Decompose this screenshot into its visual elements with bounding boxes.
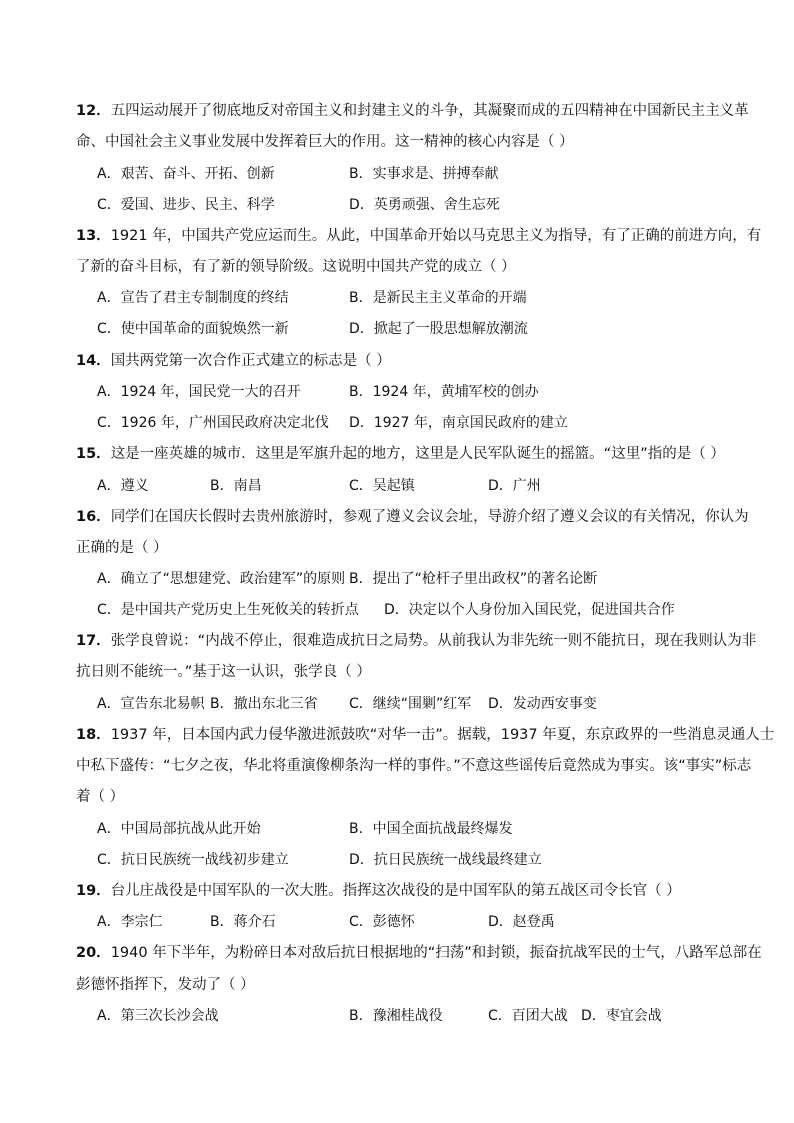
question-text-line: 了新的奋斗目标，有了新的领导阶级。这说明中国共产党的成立（ ） xyxy=(76,259,516,275)
question-text-line: 16．同学们在国庆长假时去贵州旅游时，参观了遵义会议会址，导游介绍了遵义会议的有关情况，你认为 xyxy=(76,509,749,525)
question-text-line: 17．张学良曾说：“内战不停止，很难造成抗日之局势。从前我认为非先统一则不能抗日，现在我则认为非 xyxy=(76,633,757,649)
question-text-line: 12．五四运动展开了彻底地反对帝国主义和封建主义的斗争，其凝聚而成的五四精神在中国新民主主义革 xyxy=(76,103,749,119)
option-d[interactable]: D．决定以个人身份加入国民党，促进国共合作 xyxy=(384,602,675,618)
option-a[interactable]: A．中国局部抗战从此开始 xyxy=(97,821,261,837)
option-c[interactable]: C．百团大战 xyxy=(488,1008,568,1024)
option-c[interactable]: C．1926 年，广州国民政府决定北伐 xyxy=(97,415,329,431)
question-text-line: 命、中国社会主义事业发展中发挥着巨大的作用。这一精神的核心内容是（ ） xyxy=(76,134,574,150)
question-text-line: 中私下盛传：“七夕之夜，华北将重演像柳条沟一样的事件。”不意这些谣传后竟然成为事实。该“事实”标志 xyxy=(76,758,752,774)
question-number: 18． xyxy=(76,727,111,743)
question-text-line: 彭德怀指挥下，发动了（ ） xyxy=(76,977,255,993)
option-c[interactable]: C．吴起镇 xyxy=(349,478,415,494)
option-d[interactable]: D．英勇顽强、舍生忘死 xyxy=(349,197,500,213)
question-text-line: 18．1937 年，日本国内武力侵华激进派鼓吹“对华一击”。据载，1937 年夏，东京政界的一些消息灵通人士 xyxy=(76,727,775,743)
option-a[interactable]: A．宣告了君主专制制度的终结 xyxy=(97,290,289,306)
option-a[interactable]: A．艰苦、奋斗、开拓、创新 xyxy=(97,166,275,182)
question-text-line: 抗日则不能统一。”基于这一认识，张学良（ ） xyxy=(76,664,371,680)
option-d[interactable]: D．广州 xyxy=(488,478,541,494)
option-b[interactable]: B．1924 年，黄埔军校的创办 xyxy=(349,384,539,400)
question-number: 17． xyxy=(76,633,111,649)
question-text-line: 15．这是一座英雄的城市．这里是军旗升起的地方，这里是人民军队诞生的摇篮。“这里”指的是（ ） xyxy=(76,446,725,462)
question-number: 20． xyxy=(76,945,111,961)
option-b[interactable]: B．撤出东北三省 xyxy=(210,696,318,712)
question-number: 16． xyxy=(76,509,111,525)
option-b[interactable]: B．是新民主主义革命的开端 xyxy=(349,290,527,306)
option-b[interactable]: B．蒋介石 xyxy=(210,914,276,930)
option-b[interactable]: B．豫湘桂战役 xyxy=(349,1008,443,1024)
question-number: 19． xyxy=(76,883,111,899)
question-number: 15． xyxy=(76,446,111,462)
option-c[interactable]: C．是中国共产党历史上生死攸关的转折点 xyxy=(97,602,359,618)
option-b[interactable]: B．中国全面抗战最终爆发 xyxy=(349,821,513,837)
question-number: 14． xyxy=(76,353,111,369)
option-d[interactable]: D．枣宜会战 xyxy=(581,1008,662,1024)
option-a[interactable]: A．遵义 xyxy=(97,478,149,494)
question-number: 13． xyxy=(76,228,111,244)
option-d[interactable]: D．1927 年，南京国民政府的建立 xyxy=(349,415,568,431)
option-d[interactable]: D．掀起了一股思想解放潮流 xyxy=(349,321,528,337)
option-a[interactable]: A．李宗仁 xyxy=(97,914,163,930)
question-text-line: 20．1940 年下半年，为粉碎日本对敌后抗日根据地的“扫荡”和封锁，振奋抗战军民的士气，八路军总部在 xyxy=(76,945,762,961)
option-c[interactable]: C．抗日民族统一战线初步建立 xyxy=(97,852,289,868)
option-c[interactable]: C．使中国革命的面貌焕然一新 xyxy=(97,321,289,337)
question-text-line: 正确的是（ ） xyxy=(76,540,168,556)
question-text-line: 19．台儿庄战役是中国军队的一次大胜。指挥这次战役的是中国军队的第五战区司令长官（ ） xyxy=(76,883,681,899)
question-number: 12． xyxy=(76,103,111,119)
option-d[interactable]: D．赵登禹 xyxy=(488,914,555,930)
option-d[interactable]: D．抗日民族统一战线最终建立 xyxy=(349,852,542,868)
question-text-line: 着（ ） xyxy=(76,789,125,805)
option-b[interactable]: B．实事求是、拼搏奉献 xyxy=(349,166,499,182)
option-a[interactable]: A．第三次长沙会战 xyxy=(97,1008,219,1024)
option-b[interactable]: B．南昌 xyxy=(210,478,262,494)
option-b[interactable]: B．提出了“枪杆子里出政权”的著名论断 xyxy=(349,571,598,587)
question-text-line: 13．1921 年，中国共产党应运而生。从此，中国革命开始以马克思主义为指导，有了正确的前进方向，有 xyxy=(76,228,762,244)
option-c[interactable]: C．彭德怀 xyxy=(349,914,415,930)
option-a[interactable]: A．1924 年，国民党一大的召开 xyxy=(97,384,301,400)
option-a[interactable]: A．宣告东北易帜 xyxy=(97,696,205,712)
option-a[interactable]: A．确立了“思想建党、政治建军”的原则 xyxy=(97,571,346,587)
question-text-line: 14．国共两党第一次合作正式建立的标志是（ ） xyxy=(76,353,391,369)
option-c[interactable]: C．爱国、进步、民主、科学 xyxy=(97,197,275,213)
option-c[interactable]: C．继续“围剿”红军 xyxy=(349,696,472,712)
option-d[interactable]: D．发动西安事变 xyxy=(488,696,597,712)
